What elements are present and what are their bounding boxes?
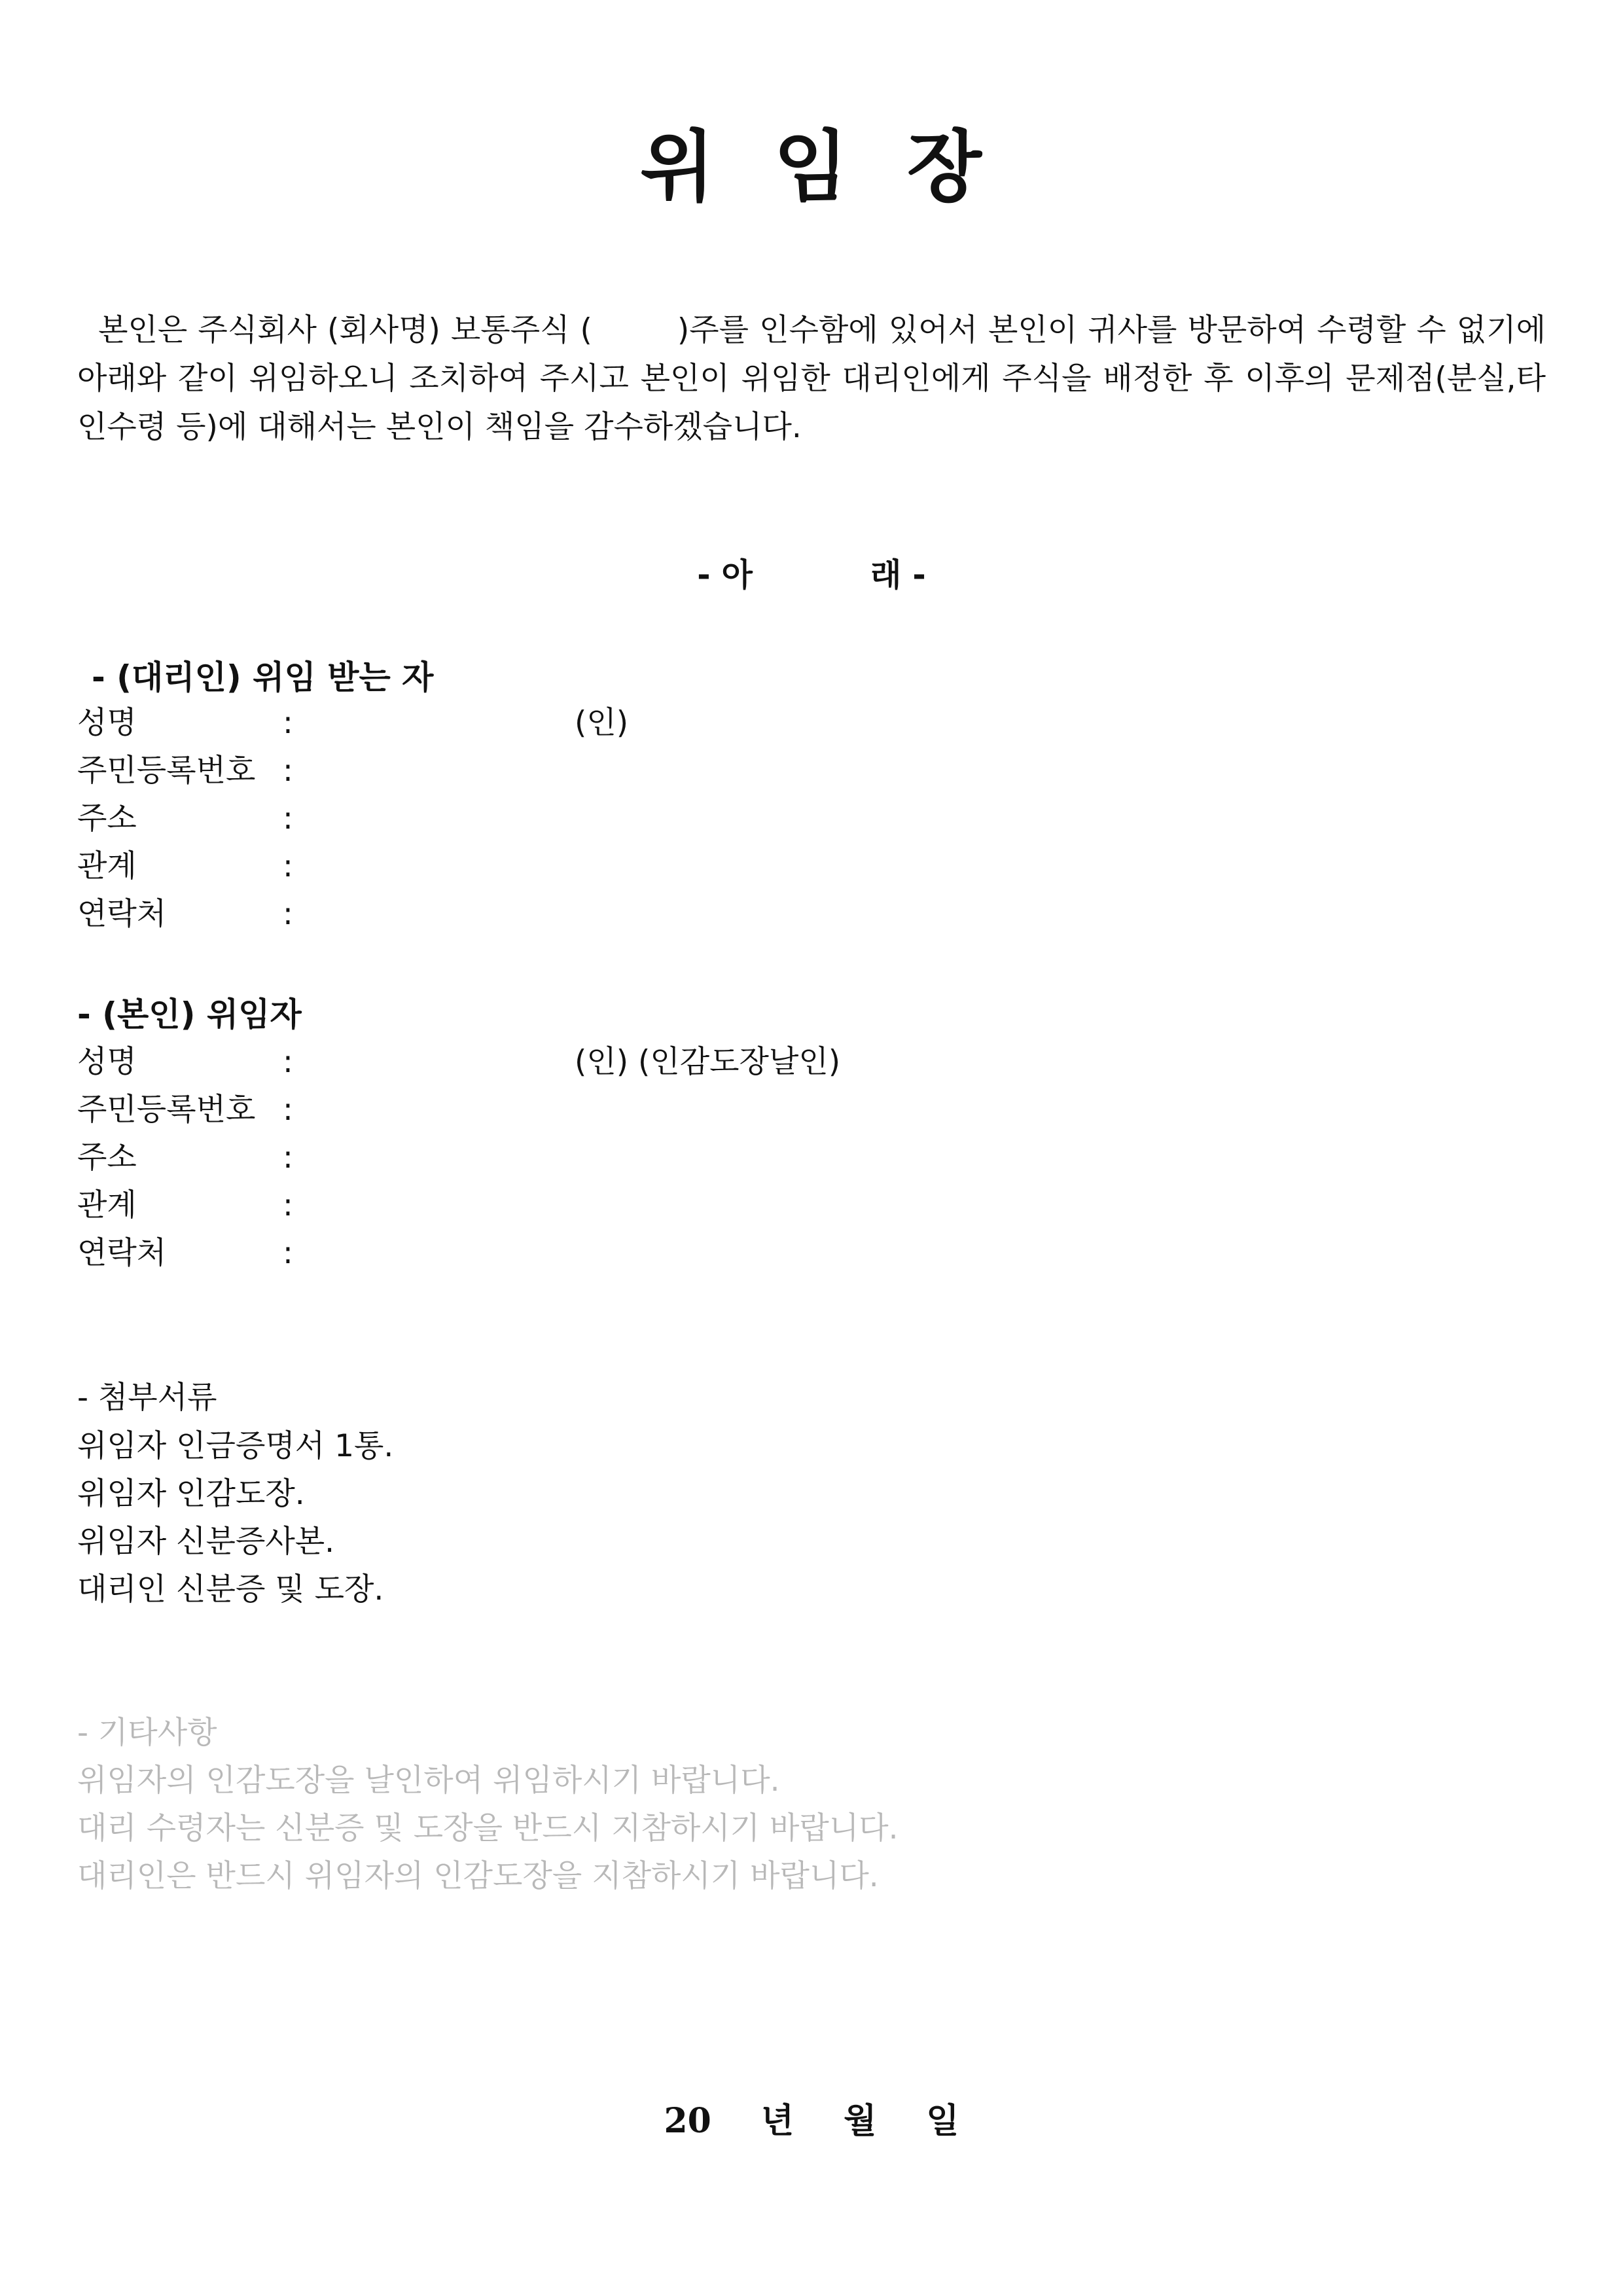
date-year[interactable]: 20 xyxy=(664,2101,711,2141)
principal-contact-field[interactable]: 연락처 : xyxy=(77,1230,293,1276)
date-year-unit: 년 xyxy=(760,2101,794,2141)
field-label: 관계 xyxy=(77,848,137,884)
attachment-item: 대리인 신분증 및 도장. xyxy=(77,1571,384,1607)
field-label: 성명 xyxy=(77,1044,137,1080)
intro-text-part1: 본인은 주식회사 (회사명) 보통주식 ( xyxy=(98,312,592,348)
title-char: 임 xyxy=(774,121,849,212)
title-char: 위 xyxy=(640,121,716,212)
principal-relation-field[interactable]: 관계 : xyxy=(77,1183,293,1229)
field-label: 주소 xyxy=(77,800,137,836)
principal-name-field[interactable]: 성명 : (인) (인감도장날인) xyxy=(77,1039,293,1085)
field-label: 성명 xyxy=(77,705,137,741)
agent-address-field[interactable]: 주소 : xyxy=(77,796,293,842)
attachments-heading: - 첨부서류 xyxy=(77,1380,217,1416)
field-label: 연락처 xyxy=(77,896,167,932)
date-day-unit: 일 xyxy=(926,2101,959,2141)
field-label: 주민등록번호 xyxy=(77,753,256,789)
attachment-item: 위임자 인금증명서 1통. xyxy=(77,1428,394,1464)
principal-id-number-field[interactable]: 주민등록번호 : xyxy=(77,1087,293,1133)
notice-heading xyxy=(0,550,1623,596)
remark-item: 대리인은 반드시 위임자의 인감도장을 지참하시기 바랍니다. xyxy=(77,1858,879,1894)
agent-id-number-field[interactable]: 주민등록번호 : xyxy=(77,748,293,794)
principal-section-heading: - (본인) 위임자 xyxy=(77,996,302,1033)
agent-name-field[interactable]: 성명 : (인) xyxy=(77,700,293,746)
field-label: 주민등록번호 xyxy=(77,1092,256,1128)
agent-section-heading: - (대리인) 위임 받는 자 xyxy=(92,658,434,696)
field-label: 연락처 xyxy=(77,1235,167,1271)
field-label: 주소 xyxy=(77,1139,137,1175)
principal-address-field[interactable]: 주소 : xyxy=(77,1135,293,1181)
attachment-item: 위임자 인감도장. xyxy=(77,1476,305,1512)
title-char: 장 xyxy=(907,121,983,212)
document-title xyxy=(0,105,1623,216)
attachment-item: 위임자 신분증사본. xyxy=(77,1524,335,1560)
notice-heading-right: 래 - xyxy=(870,556,926,594)
seal-mark: (인) (인감도장날인) xyxy=(575,1044,841,1080)
intro-paragraph xyxy=(77,306,1546,452)
seal-mark: (인) xyxy=(575,705,629,741)
date-line xyxy=(0,2093,1623,2142)
remarks-heading: - 기타사항 xyxy=(77,1715,217,1751)
agent-contact-field[interactable]: 연락처 : xyxy=(77,891,293,937)
intro-text-part2: )주를 인수함에 있어서 본인이 귀사를 방문하여 수령할 수 없기에 아래와 같이 위임하오니 조치하여 주시고 본인이 위임한 대리인에게 주식을 배정한 후 이후의 문제점(분실,타인수령 등)에 대해서는 본인이 책임을 감수하겠습니다. xyxy=(77,312,1546,445)
field-label: 관계 xyxy=(77,1187,137,1223)
notice-heading-left: - 아 xyxy=(697,556,753,594)
agent-relation-field[interactable]: 관계 : xyxy=(77,844,293,889)
date-month-unit: 월 xyxy=(844,2101,877,2141)
remark-item: 위임자의 인감도장을 날인하여 위임하시기 바랍니다. xyxy=(77,1763,780,1799)
remark-item: 대리 수령자는 신분증 및 도장을 반드시 지참하시기 바랍니다. xyxy=(77,1810,899,1846)
